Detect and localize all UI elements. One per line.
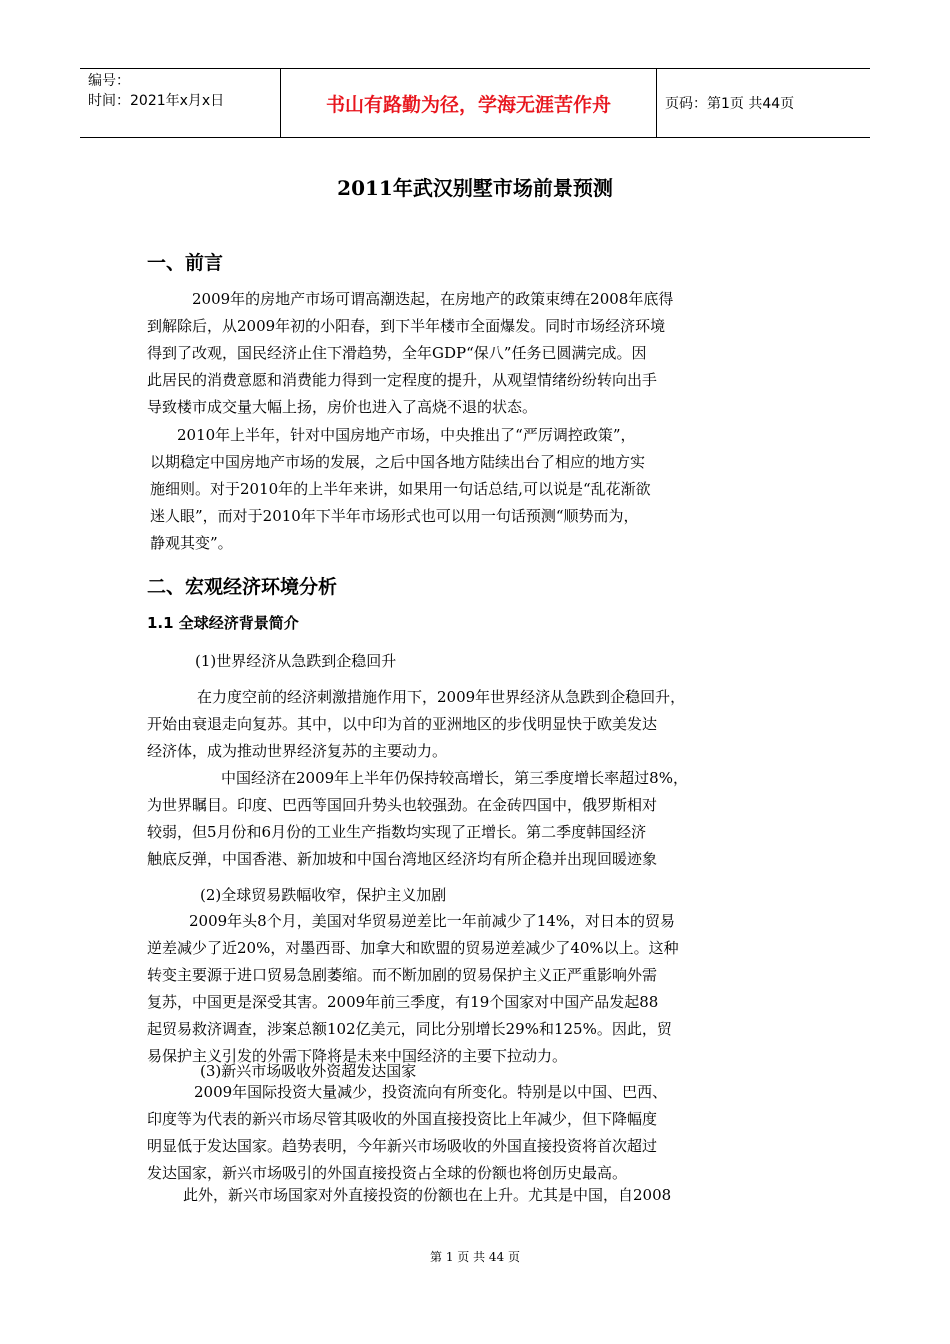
item2-paragraph (147, 908, 812, 1070)
text-line: 易保护主义引发的外需下降将是未来中国经济的主要下拉动力。 (147, 1047, 568, 1065)
header-motto: 书山有路勤为径，学海无涯苦作舟 (280, 69, 657, 137)
text-line: 施细则。对于2010年的上半年来讲，如果用一句话总结,可以说是“乱花渐欲 (150, 480, 651, 498)
text-line: 导致楼市成交量大幅上扬，房价也进入了高烧不退的状态。 (147, 398, 538, 416)
text-line: 2009年国际投资大量减少，投资流向有所变化。特别是以中国、巴西、 (194, 1083, 668, 1101)
subsection-1-1-heading: 1.1 全球经济背景简介 (147, 614, 299, 632)
text-line: 为世界瞩目。印度、巴西等国回升势头也较强劲。在金砖四国中，俄罗斯相对 (147, 796, 658, 814)
text-line: 转变主要源于进口贸易急剧萎缩。而不断加剧的贸易保护主义正严重影响外需 (147, 966, 658, 984)
text-line: 此居民的消费意愿和消费能力得到一定程度的提升，从观望情绪纷纷转向出手 (147, 371, 658, 389)
text-line: 在力度空前的经济刺激措施作用下，2009年世界经济从急跌到企稳回升， (197, 688, 686, 706)
item3-title: (3)新兴市场吸收外资超发达国家 (200, 1062, 417, 1080)
text-line: 起贸易救济调查，涉案总额102亿美元，同比分别增长29%和125%。因此，贸 (147, 1020, 672, 1038)
text-line: 到解除后，从2009年初的小阳春，到下半年楼市全面爆发。同时市场经济环境 (147, 317, 666, 335)
header-date-label: 时间：2021年x月x日 (88, 93, 225, 109)
text-line: 印度等为代表的新兴市场尽管其吸收的外国直接投资比上年减少，但下降幅度 (147, 1110, 658, 1128)
text-line: 迷人眼”，而对于2010年下半年市场形式也可以用一句话预测“顺势而为， (150, 507, 639, 525)
page-header (80, 68, 870, 138)
section2-heading: 二、宏观经济环境分析 (147, 576, 338, 598)
section1-paragraph1 (147, 286, 812, 421)
header-number-label: 编号： (88, 73, 130, 89)
item3-paragraph1 (147, 1079, 812, 1187)
text-line: 开始由衰退走向复苏。其中，以中印为首的亚洲地区的步伐明显快于欧美发达 (147, 715, 658, 733)
text-line: 逆差减少了近20%，对墨西哥、加拿大和欧盟的贸易逆差减少了40%以上。这种 (147, 939, 679, 957)
text-line: 2010年上半年，针对中国房地产市场，中央推出了“严厉调控政策”， (177, 426, 636, 444)
header-meta (80, 69, 280, 137)
document-title: 2011年武汉别墅市场前景预测 (337, 176, 613, 200)
item1-paragraph2 (147, 765, 812, 873)
text-line: 发达国家，新兴市场吸引的外国直接投资占全球的份额也将创历史最高。 (147, 1164, 628, 1182)
item2-title: (2)全球贸易跌幅收窄，保护主义加剧 (200, 886, 447, 904)
text-line: 以期稳定中国房地产市场的发展，之后中国各地方陆续出台了相应的地方实 (150, 453, 646, 471)
page-footer: 第 1 页 共 44 页 (430, 1250, 520, 1264)
text-line: 中国经济在2009年上半年仍保持较高增长，第三季度增长率超过8%， (221, 769, 688, 787)
item3-paragraph2 (147, 1182, 812, 1209)
text-line: 2009年的房地产市场可谓高潮迭起，在房地产的政策束缚在2008年底得 (192, 290, 674, 308)
text-line: 较弱，但5月份和6月份的工业生产指数均实现了正增长。第二季度韩国经济 (147, 823, 647, 841)
section1-paragraph2 (147, 422, 812, 557)
text-line: 明显低于发达国家。趋势表明，今年新兴市场吸收的外国直接投资将首次超过 (147, 1137, 658, 1155)
item1-title: (1)世界经济从急跌到企稳回升 (195, 652, 397, 670)
text-line: 复苏，中国更是深受其害。2009年前三季度，有19个国家对中国产品发起88 (147, 993, 659, 1011)
item1-paragraph1 (147, 684, 812, 765)
text-line: 触底反弹，中国香港、新加坡和中国台湾地区经济均有所企稳并出现回暖迹象 (147, 850, 658, 868)
text-line: 2009年头8个月，美国对华贸易逆差比一年前减少了14%，对日本的贸易 (189, 912, 676, 930)
text-line: 得到了改观，国民经济止住下滑趋势，全年GDP“保八”任务已圆满完成。因 (147, 344, 647, 362)
text-line: 静观其变”。 (150, 534, 233, 552)
section1-heading: 一、前言 (147, 252, 224, 274)
header-page-info: 页码：第1页 共44页 (665, 96, 795, 112)
text-line: 此外，新兴市场国家对外直接投资的份额也在上升。尤其是中国，自2008 (183, 1186, 672, 1204)
text-line: 经济体，成为推动世界经济复苏的主要动力。 (147, 742, 448, 760)
